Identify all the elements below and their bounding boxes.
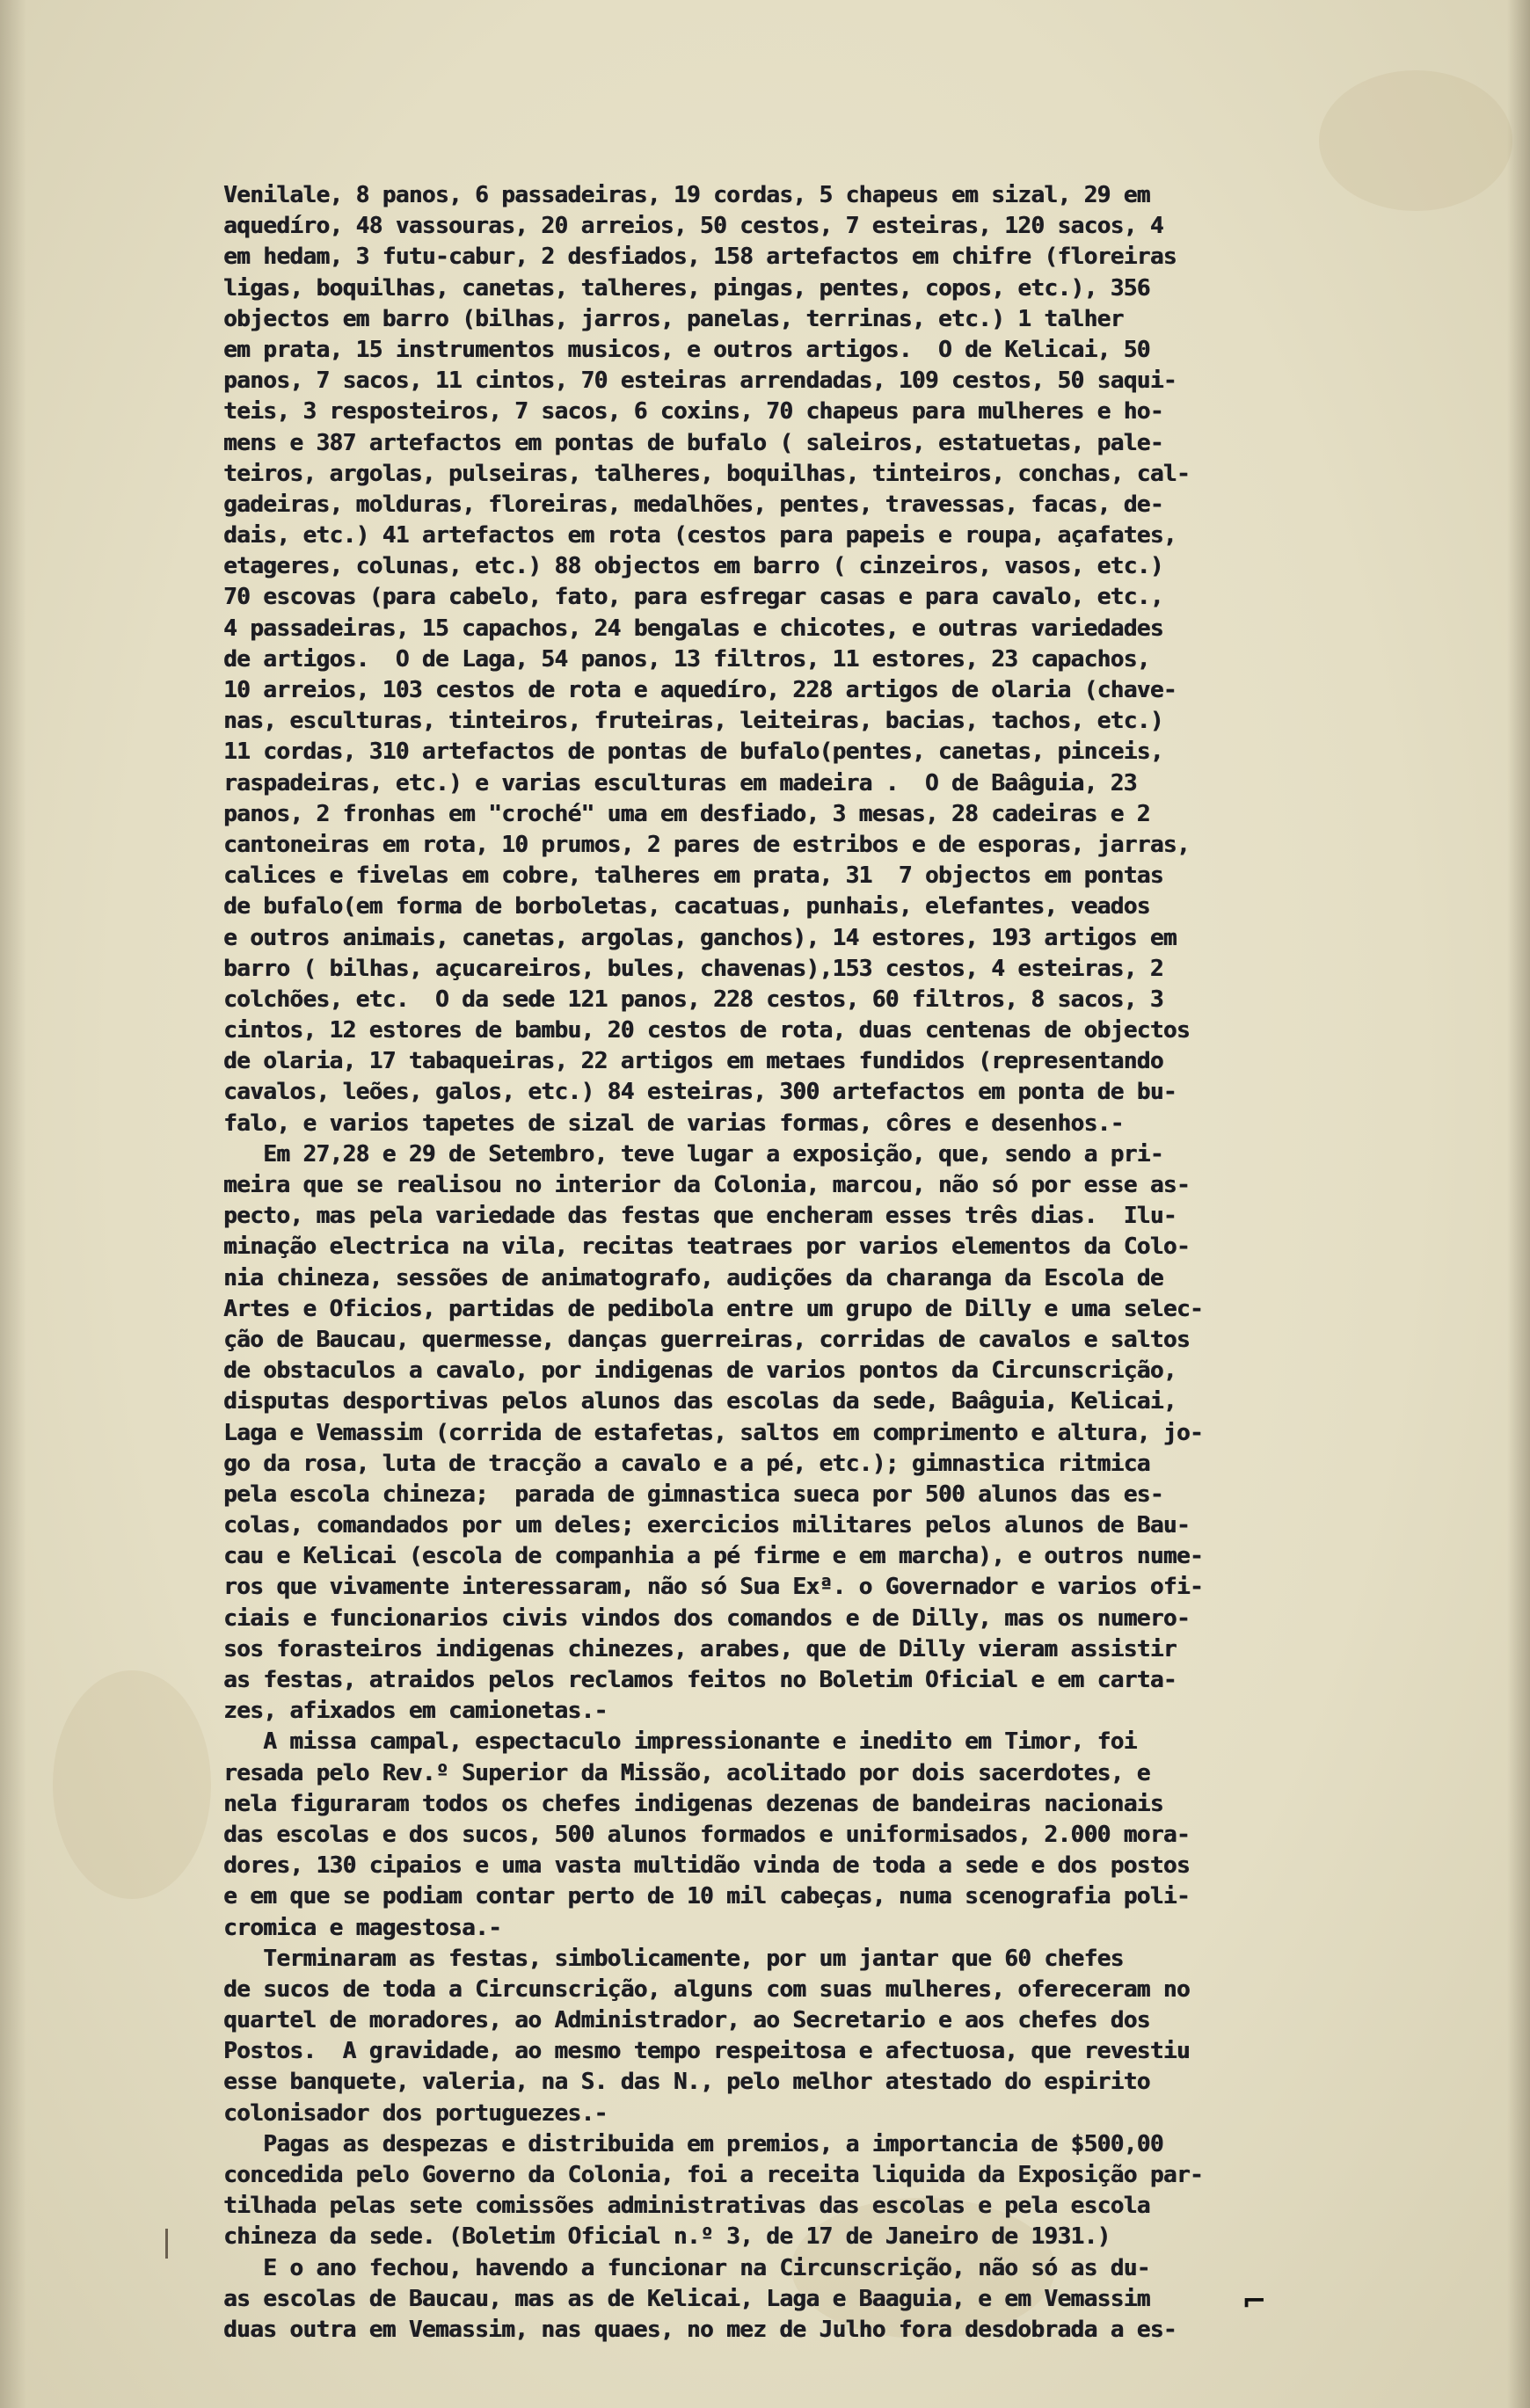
text-line: ros que vivamente interessaram, não só Sua Exª. o Governador e varios ofi- xyxy=(223,1574,1203,1601)
text-line: de bufalo(em forma de borboletas, cacatuas, punhais, elefantes, veados xyxy=(223,893,1150,920)
text-line: Venilale, 8 panos, 6 passadeiras, 19 cordas, 5 chapeus em sizal, 29 em xyxy=(223,182,1150,208)
text-line: de artigos. O de Laga, 54 panos, 13 filtros, 11 estores, 23 capachos, xyxy=(223,645,1150,673)
text-line: 70 escovas (para cabelo, fato, para esfregar casas e para cavalo, etc., xyxy=(223,584,1163,611)
paper-stain xyxy=(53,1670,211,1899)
text-line: esse banquete, valeria, na S. das N., pelo melhor atestado do espirito xyxy=(223,2069,1150,2096)
text-line: barro ( bilhas, açucareiros, bules, chavenas),153 cestos, 4 esteiras, 2 xyxy=(223,955,1163,982)
text-line: nia chineza, sessões de animatografo, audições da charanga da Escola de xyxy=(223,1264,1163,1291)
text-line: cantoneiras em rota, 10 prumos, 2 pares de estribos e de esporas, jarras, xyxy=(223,831,1190,858)
text-line: teis, 3 resposteiros, 7 sacos, 6 coxins, 70 chapeus para mulheres e ho- xyxy=(223,398,1163,426)
text-line: A missa campal, espectaculo impressionante e inedito em Timor, foi xyxy=(223,1728,1137,1756)
text-line: dores, 130 cipaios e uma vasta multidão vinda de toda a sede e dos postos xyxy=(223,1852,1190,1880)
text-line: em prata, 15 instrumentos musicos, e outros artigos. O de Kelicai, 50 xyxy=(223,336,1150,363)
text-line: teiros, argolas, pulseiras, talheres, boquilhas, tinteiros, conchas, cal- xyxy=(223,460,1190,487)
text-line: tilhada pelas sete comissões administrativas das escolas e pela escola xyxy=(223,2193,1150,2220)
text-line: meira que se realisou no interior da Colonia, marcou, não só por esse as- xyxy=(223,1172,1190,1198)
text-line: de sucos de toda a Circunscrição, alguns com suas mulheres, ofereceram no xyxy=(223,1975,1190,2003)
text-line: colas, comandados por um deles; exercicios militares pelos alunos de Bau- xyxy=(223,1512,1190,1539)
text-line: cau e Kelicai (escola de companhia a pé firme e em marcha), e outros nume- xyxy=(223,1543,1203,1570)
text-line: e em que se podiam contar perto de 10 mil cabeças, numa scenografia poli- xyxy=(223,1883,1190,1910)
text-line: panos, 2 fronhas em "croché" uma em desfiado, 3 mesas, 28 cadeiras e 2 xyxy=(223,800,1150,827)
text-line: mens e 387 artefactos em pontas de bufalo ( saleiros, estatuetas, pale- xyxy=(223,429,1163,456)
text-line: etageres, colunas, etc.) 88 objectos em barro ( cinzeiros, vasos, etc.) xyxy=(223,553,1163,580)
page-shadow-left xyxy=(0,0,26,2408)
text-line: cromica e magestosa.- xyxy=(223,1914,502,1941)
text-line: pela escola chineza; parada de gimnastica sueca por 500 alunos das es- xyxy=(223,1480,1163,1508)
text-line: Artes e Oficios, partidas de pedibola entre um grupo de Dilly e uma selec- xyxy=(223,1295,1203,1322)
text-line: duas outra em Vemassim, nas quaes, no mez de Julho fora desdobrada a es- xyxy=(223,2316,1177,2343)
text-line: calices e fivelas em cobre, talheres em prata, 31 7 objectos em pontas xyxy=(223,862,1163,890)
text-line: go da rosa, luta de tracção a cavalo e a pé, etc.); gimnastica ritmica xyxy=(223,1450,1150,1477)
text-line: E o ano fechou, havendo a funcionar na Circunscrição, não só as du- xyxy=(223,2254,1150,2281)
text-line: cavalos, leões, galos, etc.) 84 esteiras, 300 artefactos em ponta de bu- xyxy=(223,1079,1177,1106)
text-line: e outros animais, canetas, argolas, ganchos), 14 estores, 193 artigos em xyxy=(223,924,1177,951)
text-line: Postos. A gravidade, ao mesmo tempo respeitosa e afectuosa, que revestiu xyxy=(223,2038,1190,2065)
text-line: sos forasteiros indigenas chinezes, arabes, que de Dilly vieram assistir xyxy=(223,1635,1177,1662)
text-line: nas, esculturas, tinteiros, fruteiras, leiteiras, bacias, tachos, etc.) xyxy=(223,708,1163,735)
text-line: concedida pelo Governo da Colonia, foi a receita liquida da Exposição par- xyxy=(223,2162,1203,2188)
text-line: chineza da sede. (Boletim Oficial n.º 3, de 17 de Janeiro de 1931.) xyxy=(223,2223,1111,2251)
margin-pencil-mark xyxy=(165,2229,168,2259)
handwritten-correction-mark: ⌐ xyxy=(1242,2284,1267,2319)
text-line: cintos, 12 estores de bambu, 20 cestos de rota, duas centenas de objectos xyxy=(223,1017,1190,1044)
text-line: nela figuraram todos os chefes indigenas dezenas de bandeiras nacionais xyxy=(223,1790,1163,1817)
text-line: as escolas de Baucau, mas as de Kelicai, Laga e Baaguia, e em Vemassim xyxy=(223,2285,1150,2312)
text-line: ciais e funcionarios civis vindos dos comandos e de Dilly, mas os numero- xyxy=(223,1604,1190,1632)
text-line: raspadeiras, etc.) e varias esculturas em madeira . O de Baâguia, 23 xyxy=(223,769,1137,797)
text-line: ção de Baucau, quermesse, danças guerreiras, corridas de cavalos e saltos xyxy=(223,1326,1190,1353)
text-line: 11 cordas, 310 artefactos de pontas de bufalo(pentes, canetas, pinceis, xyxy=(223,738,1163,766)
text-line: ligas, boquilhas, canetas, talheres, pingas, pentes, copos, etc.), 356 xyxy=(223,274,1150,302)
text-line: gadeiras, molduras, floreiras, medalhões, pentes, travessas, facas, de- xyxy=(223,491,1163,518)
text-line: falo, e varios tapetes de sizal de varias formas, côres e desenhos.- xyxy=(223,1109,1124,1137)
text-line: pecto, mas pela variedade das festas que encheram esses três dias. Ilu- xyxy=(223,1203,1177,1230)
text-line: as festas, atraidos pelos reclamos feitos no Boletim Oficial e em carta- xyxy=(223,1667,1177,1693)
text-line: minação electrica na vila, recitas teatraes por varios elementos da Colo- xyxy=(223,1233,1190,1261)
text-line: quartel de moradores, ao Administrador, ao Secretario e aos chefes dos xyxy=(223,2007,1150,2034)
text-line: resada pelo Rev.º Superior da Missão, acolitado por dois sacerdotes, e xyxy=(223,1759,1150,1786)
text-line: Em 27,28 e 29 de Setembro, teve lugar a exposição, que, sendo a pri- xyxy=(223,1140,1163,1168)
text-line: colchões, etc. O da sede 121 panos, 228 cestos, 60 filtros, 8 sacos, 3 xyxy=(223,986,1163,1013)
text-line: 10 arreios, 103 cestos de rota e aquedíro, 228 artigos de olaria (chave- xyxy=(223,677,1177,703)
text-line: aquedíro, 48 vassouras, 20 arreios, 50 cestos, 7 esteiras, 120 sacos, 4 xyxy=(223,213,1163,240)
text-line: objectos em barro (bilhas, jarros, panelas, terrinas, etc.) 1 talher xyxy=(223,305,1124,332)
text-line: das escolas e dos sucos, 500 alunos formados e uniformisados, 2.000 mora- xyxy=(223,1821,1190,1848)
text-line: Pagas as despezas e distribuida em premios, a importancia de $500,00 xyxy=(223,2130,1163,2157)
text-line: disputas desportivas pelos alunos das escolas da sede, Baâguia, Kelicai, xyxy=(223,1388,1177,1415)
text-line: de olaria, 17 tabaqueiras, 22 artigos em metaes fundidos (representando xyxy=(223,1048,1163,1075)
text-line: colonisador dos portuguezes.- xyxy=(223,2099,608,2127)
text-line: de obstaculos a cavalo, por indigenas de varios pontos da Circunscrição, xyxy=(223,1357,1177,1385)
text-line: em hedam, 3 futu-cabur, 2 desfiados, 158 artefactos em chifre (floreiras xyxy=(223,244,1177,271)
text-line: 4 passadeiras, 15 capachos, 24 bengalas e chicotes, e outras variedades xyxy=(223,615,1163,642)
text-line: Laga e Vemassim (corrida de estafetas, saltos em comprimento e altura, jo- xyxy=(223,1419,1203,1446)
text-line: dais, etc.) 41 artefactos em rota (cestos para papeis e roupa, açafates, xyxy=(223,522,1177,549)
typewritten-body xyxy=(223,180,1516,2346)
text-line: panos, 7 sacos, 11 cintos, 70 esteiras arrendadas, 109 cestos, 50 saqui- xyxy=(223,367,1177,395)
text-line: Terminaram as festas, simbolicamente, por um jantar que 60 chefes xyxy=(223,1945,1124,1972)
text-line: zes, afixados em camionetas.- xyxy=(223,1698,608,1725)
